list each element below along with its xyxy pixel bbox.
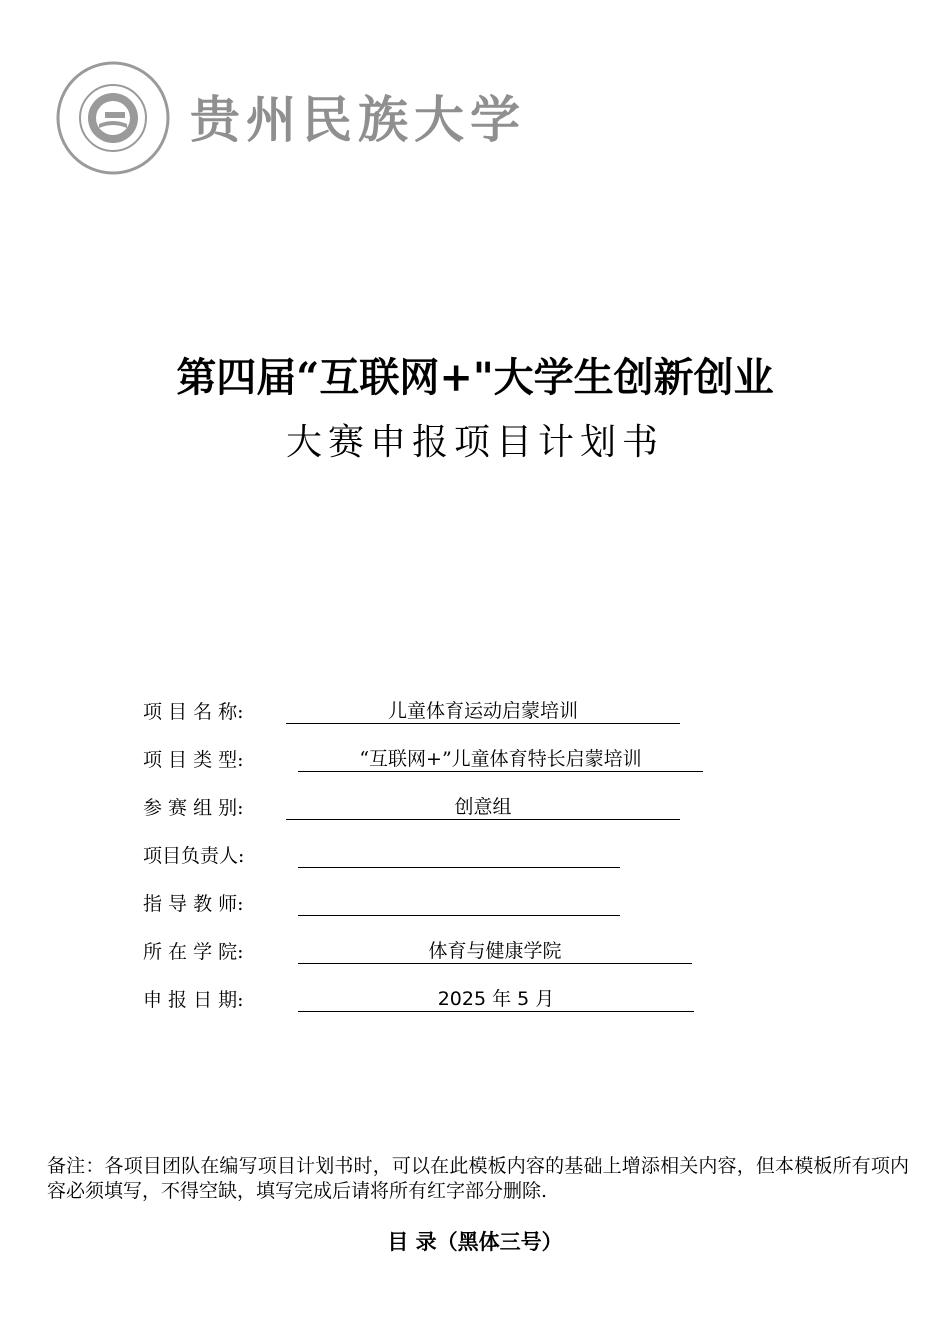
- row-leader: [143, 840, 620, 868]
- date-field: 2025 年 5 月: [298, 987, 694, 1012]
- university-name: 贵州民族大学: [190, 91, 526, 149]
- project-type-label: 项 目 类 型:: [143, 749, 244, 771]
- document-title: 第四届“互联网+"大学生创新创业: [176, 354, 774, 401]
- row-group: [143, 792, 680, 820]
- advisor-field: [298, 891, 620, 916]
- leader-label: 项目负责人:: [143, 845, 245, 867]
- row-project-name: [143, 696, 680, 724]
- advisor-label: 指 导 教 师:: [143, 893, 244, 915]
- row-date: [143, 984, 694, 1012]
- group-label: 参 赛 组 别:: [143, 797, 244, 819]
- college-field: 体育与健康学院: [298, 939, 692, 964]
- university-logo: [55, 60, 526, 180]
- row-project-type: [143, 744, 703, 772]
- row-college: [143, 936, 692, 964]
- university-seal-icon: [55, 60, 171, 176]
- college-label: 所 在 学 院:: [143, 941, 244, 963]
- project-type-field: “互联网+”儿童体育特长启蒙培训: [298, 747, 703, 772]
- project-name-field: 儿童体育运动启蒙培训: [286, 699, 680, 724]
- leader-field: [298, 843, 620, 868]
- document-subtitle: 大赛申报项目计划书: [285, 422, 664, 463]
- date-label: 申 报 日 期:: [143, 989, 244, 1011]
- note-text: 备注：各项目团队在编写项目计划书时，可以在此模板内容的基础上增添相关内容，但本模板所有项内容必须填写，不得空缺，填写完成后请将所有红字部分删除.: [47, 1155, 909, 1202]
- toc-heading: 目 录（黑体三号）: [387, 1230, 563, 1254]
- project-name-label: 项 目 名 称:: [143, 701, 244, 723]
- row-advisor: [143, 888, 620, 916]
- group-field: 创意组: [286, 795, 680, 820]
